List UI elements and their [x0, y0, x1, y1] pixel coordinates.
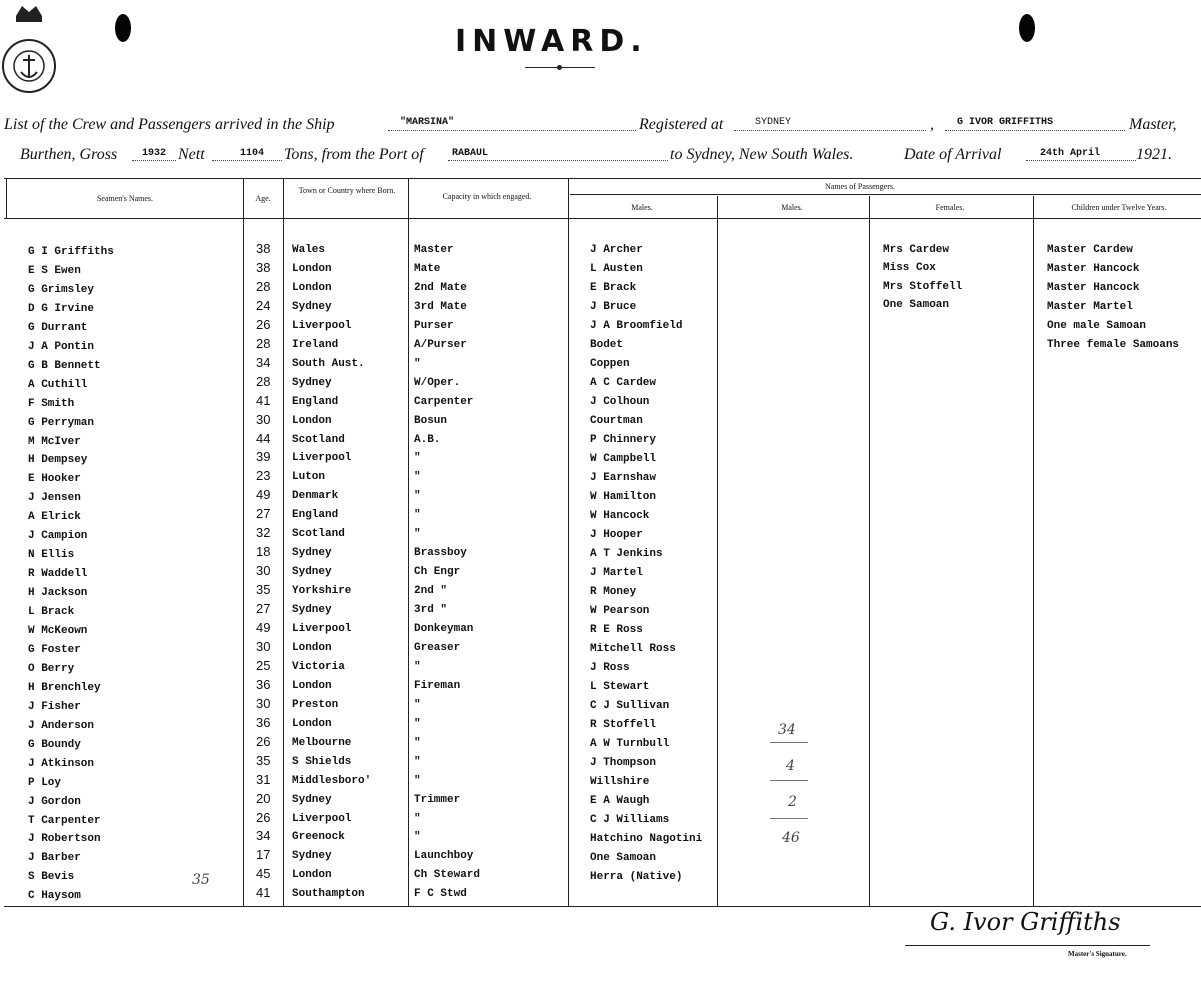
crew-name: A Elrick — [28, 511, 81, 523]
crew-capacity: Ch Steward — [414, 869, 481, 881]
male-passenger-name: J Ross — [590, 662, 630, 674]
col-children: Children under Twelve Years. — [1071, 203, 1167, 212]
crew-age: 25 — [256, 658, 271, 673]
male-passenger-name: J Archer — [590, 244, 643, 256]
crew-name: G Grimsley — [28, 284, 95, 296]
crew-age: 41 — [256, 885, 271, 900]
crew-age: 26 — [256, 734, 271, 749]
burthen-label: Burthen, Gross — [20, 146, 118, 163]
pencil-note: 2 — [788, 794, 797, 810]
crew-capacity: " — [414, 831, 421, 843]
crew-age: 30 — [256, 696, 271, 711]
male-passenger-name: W Hamilton — [590, 491, 657, 503]
col-capacity: Capacity in which engaged. — [442, 192, 532, 201]
nett-tons: 1104 — [240, 148, 265, 159]
crew-name: A Cuthill — [28, 379, 88, 391]
pencil-note: 35 — [192, 872, 210, 888]
column-rule — [717, 196, 718, 906]
crew-name: C Haysom — [28, 890, 81, 902]
crew-birthplace: Liverpool — [292, 813, 352, 825]
crew-name: E S Ewen — [28, 265, 81, 277]
crew-birthplace: Liverpool — [292, 320, 352, 332]
crew-birthplace: Luton — [292, 471, 326, 483]
child-passenger-name: Three female Samoans — [1047, 339, 1180, 351]
crew-capacity: " — [414, 661, 421, 673]
nett-fill-line — [212, 160, 282, 161]
crew-birthplace: Liverpool — [292, 452, 352, 464]
crew-capacity: Fireman — [414, 680, 461, 692]
crew-birthplace: Sydney — [292, 377, 332, 389]
crew-name: P Loy — [28, 777, 62, 789]
crew-birthplace: Sydney — [292, 850, 332, 862]
male-passenger-name: W Campbell — [590, 453, 657, 465]
column-rule — [869, 196, 870, 906]
crew-birthplace: Denmark — [292, 490, 339, 502]
male-passenger-name: P Chinnery — [590, 434, 657, 446]
male-passenger-name: J Colhoun — [590, 396, 650, 408]
passenger-subheader-rule — [570, 194, 1201, 195]
crew-capacity: " — [414, 528, 421, 540]
crew-capacity: 2nd " — [414, 585, 448, 597]
crew-birthplace: Sydney — [292, 604, 332, 616]
crew-birthplace: Wales — [292, 244, 326, 256]
crew-age: 45 — [256, 866, 271, 881]
pencil-note: 4 — [786, 758, 795, 774]
page-title: INWARD. — [455, 24, 648, 59]
male-passenger-name: A C Cardew — [590, 377, 657, 389]
crew-name: L Brack — [28, 606, 75, 618]
crew-age: 34 — [256, 828, 271, 843]
crew-name: R Waddell — [28, 568, 88, 580]
female-passenger-name: Miss Cox — [883, 262, 936, 274]
tons-label: Tons, from the Port of — [284, 146, 424, 163]
header-line-1 — [4, 116, 335, 134]
crew-capacity: Brassboy — [414, 547, 467, 559]
column-rule — [568, 178, 569, 906]
male-passenger-name: Willshire — [590, 776, 650, 788]
crew-birthplace: Southampton — [292, 888, 365, 900]
crew-name: J Fisher — [28, 701, 81, 713]
crew-age: 27 — [256, 506, 271, 521]
male-passenger-name: Herra (Native) — [590, 871, 683, 883]
crew-age: 27 — [256, 601, 271, 616]
column-rule — [408, 178, 409, 906]
pencil-rule — [770, 818, 808, 819]
male-passenger-name: Courtman — [590, 415, 643, 427]
male-passenger-name: J A Broomfield — [590, 320, 683, 332]
crew-name: J Jensen — [28, 492, 81, 504]
male-passenger-name: R Stoffell — [590, 719, 657, 731]
crew-birthplace: Yorkshire — [292, 585, 352, 597]
col-males-1: Males. — [631, 203, 653, 212]
header-prefix: List of the Crew and Passengers arrived in the Ship — [4, 116, 335, 133]
male-passenger-name: L Stewart — [590, 681, 650, 693]
crew-capacity: " — [414, 775, 421, 787]
male-passenger-name: R E Ross — [590, 624, 643, 636]
crew-capacity: " — [414, 756, 421, 768]
crew-birthplace: London — [292, 282, 332, 294]
male-passenger-name: E A Waugh — [590, 795, 650, 807]
ship-name: "MARSINA" — [400, 117, 455, 128]
crew-birthplace: London — [292, 642, 332, 654]
male-passenger-name: J Bruce — [590, 301, 637, 313]
crew-capacity: W/Oper. — [414, 377, 461, 389]
crew-capacity: Purser — [414, 320, 454, 332]
male-passenger-name: J Thompson — [590, 757, 657, 769]
crew-age: 39 — [256, 449, 271, 464]
crew-birthplace: Greenock — [292, 831, 345, 843]
registered-fill-line — [734, 130, 926, 131]
crew-name: G B Bennett — [28, 360, 101, 372]
crew-age: 28 — [256, 374, 271, 389]
column-rule — [1033, 196, 1034, 906]
comma: , — [930, 116, 934, 133]
child-passenger-name: Master Hancock — [1047, 282, 1140, 294]
crew-name: S Bevis — [28, 871, 75, 883]
crew-name: E Hooker — [28, 473, 81, 485]
crew-name: N Ellis — [28, 549, 75, 561]
crew-age: 38 — [256, 260, 271, 275]
male-passenger-name: E Brack — [590, 282, 637, 294]
crew-birthplace: London — [292, 263, 332, 275]
master-fill-line — [945, 130, 1125, 131]
crew-name: J Robertson — [28, 833, 101, 845]
registered-port: SYDNEY — [755, 117, 792, 128]
crew-birthplace: Sydney — [292, 547, 332, 559]
pencil-rule — [770, 780, 808, 781]
table-top-rule — [4, 178, 1201, 179]
crew-age: 26 — [256, 810, 271, 825]
crew-capacity: " — [414, 718, 421, 730]
pencil-note: 46 — [782, 830, 800, 846]
masters-association-seal — [2, 2, 56, 106]
male-passenger-name: W Pearson — [590, 605, 650, 617]
crew-capacity: F C Stwd — [414, 888, 467, 900]
crew-capacity: Bosun — [414, 415, 448, 427]
crew-capacity: " — [414, 452, 421, 464]
crew-name: G Durrant — [28, 322, 88, 334]
crew-birthplace: London — [292, 718, 332, 730]
female-passenger-name: One Samoan — [883, 299, 950, 311]
child-passenger-name: Master Martel — [1047, 301, 1133, 313]
crew-name: J Atkinson — [28, 758, 95, 770]
crew-age: 38 — [256, 241, 271, 256]
crew-capacity: " — [414, 509, 421, 521]
crew-name: O Berry — [28, 663, 75, 675]
crew-age: 26 — [256, 317, 271, 332]
nett-label: Nett — [178, 146, 205, 163]
crew-capacity: 3rd Mate — [414, 301, 467, 313]
crew-age: 31 — [256, 772, 271, 787]
crew-name: M McIver — [28, 436, 81, 448]
crew-capacity: Launchboy — [414, 850, 474, 862]
crew-birthplace: S Shields — [292, 756, 352, 768]
crew-name: D G Irvine — [28, 303, 95, 315]
crew-age: 28 — [256, 279, 271, 294]
crew-name: W McKeown — [28, 625, 88, 637]
crew-birthplace: Victoria — [292, 661, 345, 673]
crew-age: 41 — [256, 393, 271, 408]
column-rule — [283, 178, 284, 906]
arrival-fill-line — [1026, 160, 1136, 161]
gross-fill-line — [132, 160, 176, 161]
col-age: Age. — [255, 194, 271, 203]
crew-capacity: " — [414, 813, 421, 825]
crew-age: 23 — [256, 468, 271, 483]
table-bottom-rule — [4, 906, 1201, 907]
crew-birthplace: Sydney — [292, 301, 332, 313]
male-passenger-name: One Samoan — [590, 852, 657, 864]
crew-name: J Anderson — [28, 720, 95, 732]
crew-name: H Dempsey — [28, 454, 88, 466]
crew-capacity: 2nd Mate — [414, 282, 467, 294]
col-males-2: Males. — [781, 203, 803, 212]
punch-hole — [1019, 14, 1035, 42]
crew-age: 35 — [256, 582, 271, 597]
male-passenger-name: L Austen — [590, 263, 643, 275]
crew-capacity: " — [414, 471, 421, 483]
crew-birthplace: London — [292, 415, 332, 427]
male-passenger-name: W Hancock — [590, 510, 650, 522]
crew-birthplace: London — [292, 680, 332, 692]
child-passenger-name: One male Samoan — [1047, 320, 1147, 332]
male-passenger-name: J Martel — [590, 567, 643, 579]
port-fill-line — [448, 160, 668, 161]
crew-capacity: Donkeyman — [414, 623, 474, 635]
crew-birthplace: Preston — [292, 699, 339, 711]
crew-name: J Barber — [28, 852, 81, 864]
title-ornament — [557, 65, 562, 70]
signature-rule — [905, 945, 1150, 946]
crew-birthplace: England — [292, 396, 339, 408]
crew-birthplace: South Aust. — [292, 358, 365, 370]
male-passenger-name: J Hooper — [590, 529, 643, 541]
male-passenger-name: A T Jenkins — [590, 548, 663, 560]
crew-age: 30 — [256, 639, 271, 654]
male-passenger-name: C J Williams — [590, 814, 670, 826]
crew-name: G Foster — [28, 644, 81, 656]
child-passenger-name: Master Cardew — [1047, 244, 1133, 256]
col-passengers: Names of Passengers. — [825, 182, 895, 191]
crew-birthplace: Middlesboro' — [292, 775, 372, 787]
male-passenger-name: A W Turnbull — [590, 738, 670, 750]
crew-birthplace: Melbourne — [292, 737, 352, 749]
column-rule — [6, 178, 7, 218]
gross-tons: 1932 — [142, 148, 167, 159]
male-passenger-name: Hatchino Nagotini — [590, 833, 703, 845]
crew-age: 44 — [256, 431, 271, 446]
crew-capacity: " — [414, 737, 421, 749]
crew-capacity: A/Purser — [414, 339, 467, 351]
col-seamen-names: Seamen's Names. — [96, 194, 154, 203]
male-passenger-name: R Money — [590, 586, 637, 598]
crew-capacity: " — [414, 490, 421, 502]
crew-name: F Smith — [28, 398, 75, 410]
crew-age: 24 — [256, 298, 271, 313]
crew-birthplace: Sydney — [292, 794, 332, 806]
crew-age: 30 — [256, 563, 271, 578]
signature-label: Master's Signature. — [1068, 950, 1127, 958]
crew-capacity: " — [414, 358, 421, 370]
crew-name: T Carpenter — [28, 815, 101, 827]
crew-age: 28 — [256, 336, 271, 351]
crew-birthplace: London — [292, 869, 332, 881]
crew-name: H Jackson — [28, 587, 88, 599]
child-passenger-name: Master Hancock — [1047, 263, 1140, 275]
crew-birthplace: Scotland — [292, 528, 345, 540]
male-passenger-name: Mitchell Ross — [590, 643, 676, 655]
crew-birthplace: Liverpool — [292, 623, 352, 635]
table-header-rule — [4, 218, 1201, 219]
master-signature: G. Ivor Griffiths — [930, 908, 1121, 936]
crew-capacity: Mate — [414, 263, 441, 275]
crew-age: 49 — [256, 620, 271, 635]
male-passenger-name: J Earnshaw — [590, 472, 657, 484]
crew-birthplace: Sydney — [292, 566, 332, 578]
col-born: Town or Country where Born. — [298, 186, 396, 195]
column-rule — [243, 178, 244, 906]
crew-age: 34 — [256, 355, 271, 370]
male-passenger-name: Bodet — [590, 339, 624, 351]
crew-name: G I Griffiths — [28, 246, 114, 258]
col-females: Females. — [935, 203, 965, 212]
crew-capacity: Ch Engr — [414, 566, 461, 578]
crew-age: 36 — [256, 715, 271, 730]
crew-age: 36 — [256, 677, 271, 692]
crew-age: 49 — [256, 487, 271, 502]
crew-capacity: A.B. — [414, 434, 441, 446]
crew-birthplace: England — [292, 509, 339, 521]
departure-port: RABAUL — [452, 148, 489, 159]
arrival-year: 1921. — [1136, 146, 1172, 163]
crew-capacity: " — [414, 699, 421, 711]
crew-age: 20 — [256, 791, 271, 806]
crew-age: 35 — [256, 753, 271, 768]
crew-age: 18 — [256, 544, 271, 559]
pencil-note: 34 — [778, 722, 796, 738]
male-passenger-name: Coppen — [590, 358, 630, 370]
female-passenger-name: Mrs Stoffell — [883, 281, 963, 293]
female-passenger-name: Mrs Cardew — [883, 244, 950, 256]
master-name: G IVOR GRIFFITHS — [957, 117, 1054, 128]
crew-name: J Gordon — [28, 796, 81, 808]
crew-age: 17 — [256, 847, 271, 862]
destination-label: to Sydney, New South Wales. — [670, 146, 854, 163]
crew-capacity: Trimmer — [414, 794, 461, 806]
arrival-date: 24th April — [1040, 148, 1101, 159]
crew-birthplace: Scotland — [292, 434, 345, 446]
crew-name: J A Pontin — [28, 341, 95, 353]
crew-capacity: Master — [414, 244, 454, 256]
male-passenger-name: C J Sullivan — [590, 700, 670, 712]
crew-capacity: Carpenter — [414, 396, 474, 408]
arrival-label: Date of Arrival — [904, 146, 1002, 163]
punch-hole — [115, 14, 131, 42]
crew-name: J Campion — [28, 530, 88, 542]
crew-age: 32 — [256, 525, 271, 540]
crew-age: 30 — [256, 412, 271, 427]
crew-capacity: Greaser — [414, 642, 461, 654]
crew-name: G Boundy — [28, 739, 81, 751]
crew-name: H Brenchley — [28, 682, 101, 694]
crew-capacity: 3rd " — [414, 604, 448, 616]
pencil-rule — [770, 742, 808, 743]
registered-label: Registered at — [639, 116, 724, 133]
crew-name: G Perryman — [28, 417, 95, 429]
ship-fill-line — [388, 130, 636, 131]
crew-birthplace: Ireland — [292, 339, 339, 351]
master-label: Master, — [1129, 116, 1177, 133]
